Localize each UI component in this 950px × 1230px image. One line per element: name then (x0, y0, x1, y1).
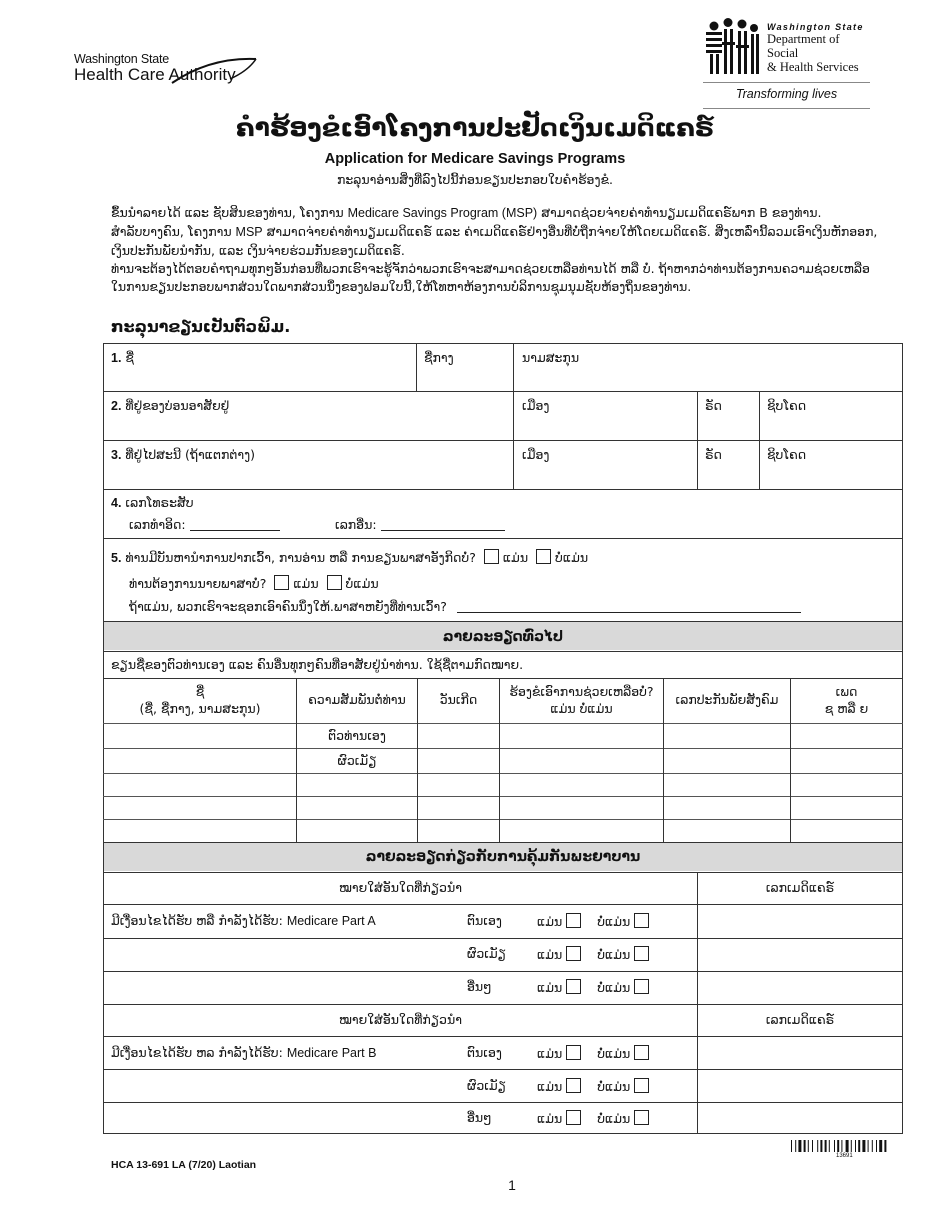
last-name-field[interactable] (522, 350, 579, 365)
barcode-bar (876, 1140, 877, 1152)
col-header-applying-1: ຮ້ອງຂໍເອົາການຊ່ວຍເຫລືອບໍ່? (509, 684, 654, 699)
row-divider (103, 796, 903, 797)
col-divider (513, 343, 514, 489)
language-question (129, 599, 801, 614)
part-b-other-no-checkbox[interactable] (634, 1110, 649, 1125)
row-divider (103, 1004, 903, 1005)
row-divider (103, 971, 903, 972)
intro-line5: ໃນການຂຽນປະກອບພາກສ່ວນໃດພາກສ່ວນນຶ່ງຂອງຟອມໃບນີ້,ໃຫ້ໂທຫາຫ້ອງການບໍລິການຊຸມນຸມຊັບຫ້ອງຖິ່ນຂອງທ່ານ. (111, 279, 692, 294)
intro-line4: ທ່ານຈະຕ້ອງໄດ້ຕອບຄຳຖາມທຸກໆອັນກ່ອນທີ່ພວກເຮົາຈະຮູ້ຈັກວ່າພວກເຮົາຈະສາມາດຊ່ວຍເຫລືອທ່ານໄດ້ ຫລື ບໍ່. ຖ້າຫາກວ່າທ່ານຕ້ອງການຄວາມຊ່ວຍເຫລືອ (111, 261, 870, 276)
barcode-bar (879, 1140, 882, 1152)
city-label: ເມືອງ (522, 447, 550, 462)
hca-logo (74, 52, 236, 85)
hca-logo-line1: Washington State (74, 52, 170, 66)
row-divider (103, 723, 903, 724)
divider (703, 82, 870, 83)
question-number: 2. (111, 399, 122, 413)
hca-logo-line2: Health Care Authority (74, 65, 236, 84)
no-label: ບໍ່ແມ່ນ (345, 576, 379, 591)
part-a-other-yes-checkbox[interactable] (566, 979, 581, 994)
row-divider (103, 819, 903, 820)
barcode-bar (829, 1140, 830, 1152)
col-divider (697, 872, 698, 1134)
self-label: ຕົນເອງ (467, 1045, 502, 1060)
row-divider (103, 1069, 903, 1070)
col-header-applying-2: ແມ່ນ ບໍ່ແມ່ນ (550, 701, 613, 716)
row-divider (103, 538, 903, 539)
other-label: ອື່ນໆ (467, 1110, 492, 1125)
hca-swoosh-icon (170, 53, 260, 85)
check-header-a: ໝາຍໃສ່ອັນໃດທີ່ກ່ຽວນຳ (339, 880, 462, 895)
yes-label: ແມ່ນ (293, 576, 319, 591)
barcode-bar (804, 1140, 806, 1152)
intro-text-d: ສາມາດຈ່າຍຄ່າທຳນຽມເມດິແຄຣ໌ ແລະ ຄ່າເມດິແຄຣ໌ຢ່າງອື່ນທີ່ບໍ່ຖືກຈ່າຍໃຫ້ໂດຍເມດິແຄຣ໌. ສິ່ງເຫລົ່ານີ້ລວມເອົາເງິນຫັກອອກ, (262, 224, 878, 239)
barcode-bar (851, 1140, 852, 1152)
zip-label: ຊິບໂຄດ (767, 398, 807, 413)
col-header-sex (791, 683, 902, 717)
row-divider (103, 651, 903, 652)
state-label: ຣັດ (705, 447, 722, 462)
part-a-self-options (537, 913, 653, 929)
barcode-bar (858, 1140, 860, 1152)
residence-address-field[interactable] (111, 398, 229, 413)
residence-city-field[interactable] (522, 398, 549, 413)
zip-label: ຊິບໂຄດ (767, 447, 807, 462)
no-label: ບໍ່ແມ່ນ (555, 550, 589, 565)
intro-text-a: ຂຶ້ນນຳລາຍໄດ້ ແລະ ຊັບສິນຂອງທ່ານ, ໂຄງການ (111, 205, 348, 220)
col-header-name (104, 683, 296, 717)
intro-msp: Medicare Savings Program (MSP) (347, 206, 538, 220)
part-a-prefix: ມີເງື່ອນໄຂໄດ້ຮັບ ຫລື ກຳລັງໄດ້ຮັບ: (111, 913, 287, 928)
primary-phone-label: ເລກທຳອິດ: (129, 517, 186, 532)
residence-address-label: ທີ່ຢູ່ຂອງບ່ອນອາສັຍຢູ່ (125, 398, 230, 413)
barcode-bar (862, 1140, 865, 1152)
part-b-spouse-yes-checkbox[interactable] (566, 1078, 581, 1093)
medicare-number-header-b: ເລກເມດິແຄຣ໌ (765, 1012, 835, 1027)
part-b-spouse (467, 1078, 506, 1093)
page-subtitle: ກະລຸນາອ່ານສິ່ງທີ່ລົງໄປນີ້ກ່ອນຂຽນປະກອບໃບຄຳຮ້ອງຂໍ. (336, 172, 613, 187)
barcode-bar (846, 1140, 849, 1152)
dshs-people-icon (703, 18, 763, 78)
part-a-spouse-yes-checkbox[interactable] (566, 946, 581, 961)
intro-msp2: MSP (235, 225, 263, 239)
relation-spouse: ຜົວເມັຽ (337, 753, 377, 768)
other-phone-field[interactable] (335, 517, 505, 532)
primary-phone-field[interactable] (129, 517, 280, 532)
part-b-self-options (537, 1045, 653, 1061)
barcode-bar (841, 1140, 842, 1152)
barcode-bar (817, 1140, 818, 1152)
intro-line3: ເງິນປະກັນພັຍນຳກັນ, ແລະ ເງິນຈ່າຍຮ່ວມກັນຂອງເມດິແຄຣ໌. (111, 243, 405, 258)
yes-label: ແມ່ນ (502, 550, 529, 565)
part-b-self-yes-checkbox[interactable] (566, 1045, 581, 1060)
other-phone-label: ເລກອື່ນ: (335, 517, 377, 532)
part-b-label (111, 1045, 376, 1060)
yes-label: ແມ່ນ (537, 914, 563, 929)
row-divider (103, 842, 903, 843)
part-a-self-no-checkbox[interactable] (634, 913, 649, 928)
intro-line2 (111, 223, 901, 241)
row-divider (103, 1102, 903, 1103)
question-number: 5. (111, 551, 122, 565)
col-header-ssn: ເລກປະກັນພັຍສັງຄົມ (675, 692, 779, 707)
interpreter-no-checkbox[interactable] (327, 575, 342, 590)
dshs-line1: Department of Social (767, 32, 840, 60)
col-header-name-1: ຊື່ (195, 684, 205, 699)
part-b-name: Medicare Part B (286, 1046, 377, 1060)
page-title: ຄຳຮ້ອງຂໍເອົາໂຄງການປະຢັດເງິນເມດິແຄຣ໌ (235, 113, 715, 142)
row-divider (103, 489, 903, 490)
barcode-bar (820, 1140, 822, 1152)
yes-label: ແມ່ນ (537, 980, 563, 995)
mailing-city-field[interactable] (522, 447, 549, 462)
row-divider (103, 621, 903, 622)
row-divider (103, 440, 903, 441)
english-no-checkbox[interactable] (536, 549, 551, 564)
yes-label: ແມ່ນ (537, 1111, 563, 1126)
dshs-state: Washington State (767, 22, 864, 32)
page-number: 1 (508, 1177, 516, 1193)
mailing-zip-field[interactable] (767, 447, 806, 462)
part-a-label (111, 913, 376, 928)
intro-text-c: ສຳລັບບາງຄົນ, ໂຄງການ (111, 224, 236, 239)
barcode-number: 13691 (836, 1153, 853, 1159)
col-header-applying (500, 683, 663, 717)
form-code: HCA 13-691 LA (7/20) Laotian (111, 1159, 257, 1171)
part-a-self (467, 913, 502, 928)
language-line[interactable] (457, 612, 801, 613)
part-b-self-no-checkbox[interactable] (634, 1045, 649, 1060)
english-difficulty-label: ທ່ານມີບັນຫານຳການປາກເວົ້າ, ການອ່ານ ຫລື ການຂຽນພາສາອັງກິດບໍ່? (125, 550, 476, 565)
col-header-sex-2: ຊ ຫລື ຍ (824, 701, 869, 716)
first-name-label: ຊື່ (125, 350, 134, 365)
barcode-bar (791, 1140, 792, 1152)
row-divider (103, 872, 903, 873)
language-label: ຖ້າແມ່ນ, ພວກເຮົາຈະຊອກເອົາຄົນນຶ່ງໃຫ້.ພາສາຫຍັງທີ່ທ່ານເວົ້າ? (129, 599, 447, 614)
residence-zip-field[interactable] (767, 398, 806, 413)
row-divider (103, 773, 903, 774)
part-a-spouse-no-checkbox[interactable] (634, 946, 649, 961)
spouse-label: ຜົວເມັຽ (467, 946, 506, 961)
row-divider (103, 748, 903, 749)
no-label: ບໍ່ແມ່ນ (597, 1111, 631, 1126)
medicare-number-header-a: ເລກເມດິແຄຣ໌ (765, 880, 835, 895)
general-info-heading: ລາຍລະອຽດທົ່ວໄປ (442, 629, 564, 645)
part-b-spouse-no-checkbox[interactable] (634, 1078, 649, 1093)
barcode-bar (834, 1140, 835, 1152)
yes-label: ແມ່ນ (537, 1046, 563, 1061)
divider (703, 108, 870, 109)
yes-label: ແມ່ນ (537, 947, 563, 962)
col-header-dob: ວັນເກີດ (439, 692, 478, 707)
no-label: ບໍ່ແມ່ນ (597, 1046, 631, 1061)
barcode-bar (884, 1140, 886, 1152)
english-difficulty-question (111, 549, 588, 565)
no-label: ບໍ່ແມ່ນ (597, 1079, 631, 1094)
state-label: ຣັດ (705, 398, 722, 413)
print-instruction: ກະລຸນາຂຽນເປັນຕົວພິມ. (111, 317, 291, 336)
intro-line1 (111, 204, 901, 222)
no-label: ບໍ່ແມ່ນ (597, 947, 631, 962)
part-b-spouse-options (537, 1078, 653, 1094)
row-divider (103, 1036, 903, 1037)
col-header-sex-1: ເພດ (835, 684, 858, 699)
relation-self: ຕົວທ່ານເອງ (328, 728, 386, 743)
part-a-other-no-checkbox[interactable] (634, 979, 649, 994)
city-label: ເມືອງ (522, 398, 550, 413)
col-header-relation: ຄວາມສັມພັນຕໍ່ທ່ານ (308, 692, 406, 707)
part-a-spouse (467, 946, 506, 961)
barcode-bar (868, 1140, 869, 1152)
other-phone-line[interactable] (381, 530, 505, 531)
part-a-name: Medicare Part A (286, 914, 376, 928)
barcode-bar (812, 1140, 813, 1152)
intro-text-b: ສາມາດຊ່ວຍຈ່າຍຄ່າທຳນຽມເມດິແຄຣ໌ພາກ B ຂອງທ່ານ. (537, 205, 822, 220)
phone-label: ເລກໂທຣະສັບ (125, 495, 194, 510)
intro-text (111, 204, 901, 296)
household-instruction: ຂຽນຊື່ຂອງຕົວທ່ານເອງ ແລະ ຄົນອື່ນທຸກໆຄົນທີ່ອາສັຍຢູ່ນຳທ່ານ. ໃຊ້ຊື່ຕາມກົດໝາຍ. (111, 657, 524, 672)
part-a-self-yes-checkbox[interactable] (566, 913, 581, 928)
mailing-address-field[interactable] (111, 447, 255, 462)
dshs-line2: & Health Services (767, 60, 859, 74)
barcode-bar (837, 1140, 839, 1152)
yes-label: ແມ່ນ (537, 1079, 563, 1094)
col-divider (697, 391, 698, 489)
part-a-other (467, 979, 492, 994)
mailing-address-label: ທີ່ຢູ່ໄປສະນີ (ຖ້າແຕກຕ່າງ) (125, 447, 256, 462)
self-label: ຕົນເອງ (467, 913, 502, 928)
part-b-other-options (537, 1110, 653, 1126)
barcode-bar (795, 1140, 796, 1152)
row-divider (103, 938, 903, 939)
english-yes-checkbox[interactable] (484, 549, 499, 564)
barcode-icon (791, 1140, 903, 1152)
no-label: ບໍ່ແມ່ນ (597, 914, 631, 929)
residence-state-field[interactable] (705, 398, 722, 413)
col-header-name-2: (ຊື່, ຊື່ກາງ, ນາມສະກຸນ) (139, 701, 261, 716)
interpreter-question (129, 575, 379, 591)
part-a-other-options (537, 979, 653, 995)
row-divider (103, 391, 903, 392)
part-b-prefix: ມີເງື່ອນໄຂໄດ້ຮັບ ຫລ ກຳລັງໄດ້ຮັບ: (111, 1045, 287, 1060)
last-name-label: ນາມສະກຸນ (522, 350, 580, 365)
question-number: 3. (111, 448, 122, 462)
row-divider (103, 678, 903, 679)
interpreter-label: ທ່ານຕ້ອງການນາຍພາສາບໍ່? (129, 576, 267, 591)
primary-phone-line[interactable] (190, 530, 280, 531)
interpreter-yes-checkbox[interactable] (274, 575, 289, 590)
phone-heading (111, 495, 194, 510)
col-divider (416, 343, 417, 391)
row-divider (103, 904, 903, 905)
check-header-b: ໝາຍໃສ່ອັນໃດທີ່ກ່ຽວນຳ (339, 1012, 462, 1027)
other-label: ອື່ນໆ (467, 979, 492, 994)
barcode-bar (798, 1140, 801, 1152)
spouse-label: ຜົວເມັຽ (467, 1078, 506, 1093)
barcode-bar (872, 1140, 873, 1152)
barcode-bar (808, 1140, 809, 1152)
part-b-self (467, 1045, 502, 1060)
question-number: 4. (111, 496, 122, 510)
middle-name-field[interactable] (424, 350, 454, 365)
no-label: ບໍ່ແມ່ນ (597, 980, 631, 995)
barcode-bar (855, 1140, 856, 1152)
col-divider (759, 391, 760, 489)
mailing-state-field[interactable] (705, 447, 722, 462)
middle-name-label: ຊື່ກາງ (424, 350, 454, 365)
question-number: 1. (111, 351, 122, 365)
part-b-other (467, 1110, 492, 1125)
barcode-bar (825, 1140, 827, 1152)
insurance-heading: ລາຍລະອຽດກ່ຽວກັບການຄຸ້ມກັນພະຍາບານ (365, 849, 641, 865)
part-a-spouse-options (537, 946, 653, 962)
dshs-tagline: Transforming lives (735, 87, 838, 101)
first-name-field[interactable] (111, 350, 134, 365)
part-b-other-yes-checkbox[interactable] (566, 1110, 581, 1125)
page-title-english: Application for Medicare Savings Programs (324, 151, 626, 167)
